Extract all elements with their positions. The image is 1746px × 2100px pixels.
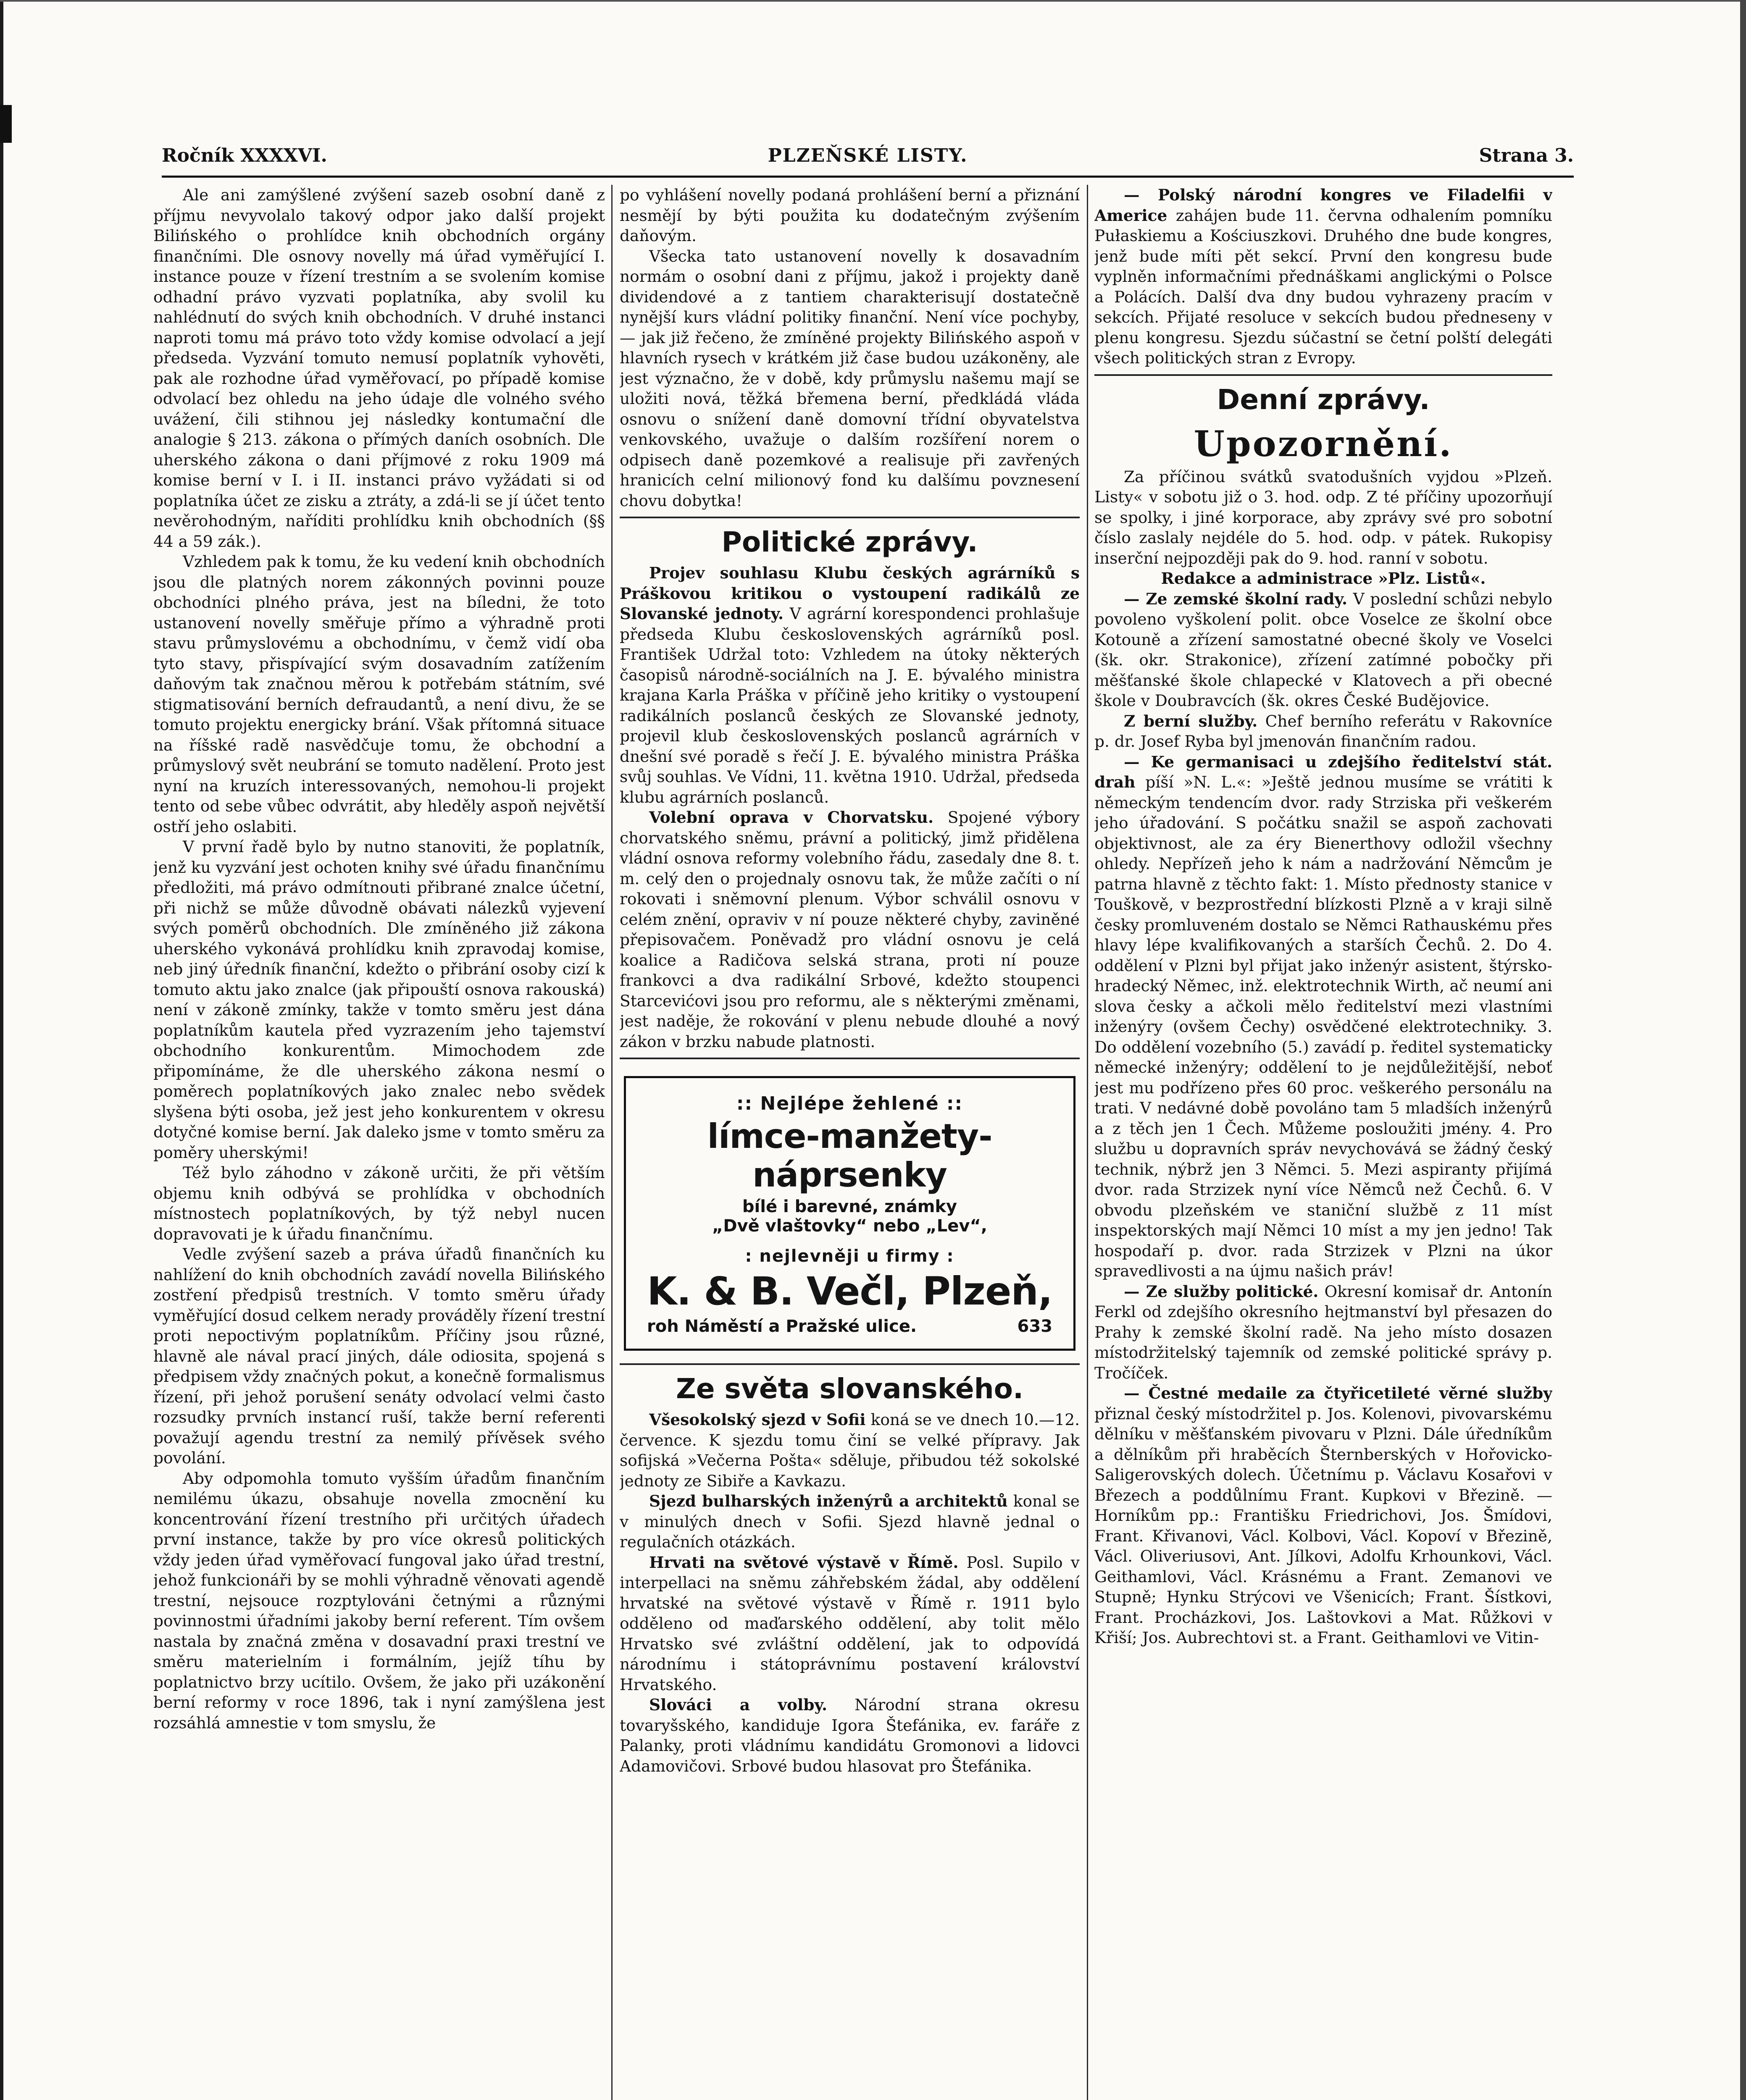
news-headline: Všesokolský sjezd v Sofii xyxy=(649,1410,866,1429)
section-title-political: Politické zprávy. xyxy=(721,526,978,558)
article-paragraph: Za příčinou svátků svatodušních vyjdou »Plzeň. Listy« v sobotu již o 3. hod. odp. Z té příčiny upozorňují se spolky, i jiné korporace, aby zprávy své pro sobotní číslo zaslaly nejdéle do 5. hod. odp. v pátek. Rukopisy inserční nejpozději pak do 9. hod. ranní v sobotu. xyxy=(1094,467,1552,567)
ad-address: roh Náměstí a Pražské ulice. xyxy=(647,1317,917,1336)
news-item xyxy=(1094,711,1552,752)
column-2 xyxy=(620,185,1080,2100)
news-headline: — Polský národní kongres ve Filadelfii v Americe xyxy=(1094,186,1552,225)
article-paragraph: Aby odpomohla tomuto vyšším úřadům finančním nemilému úkazu, obsahuje novella zmocnění ku koncentrování řízení trestního při určitých úřadech první instance, takže by pro více okresů politických vždy jeden úřad vyměřovací fungoval jako úřad trestní, jehož funkcionáři by se mohli výhradně věnovati agendě trestní, nejsouce rozptylováni četnými a různými povinnostmi úřadními jakoby berní referent. Tím ovšem nastala by značná změna v dosavadní praxi trestní ve směru materielním i formálním, jejíž tíhu by poplatnictvo brzy ucítilo. Ovšem, že jako při uzákonění berní reformy v roce 1896, tak i nyní zamýšlena jest rozsáhlá amnestie v tom smyslu, že xyxy=(153,1469,605,1732)
news-body: V poslední schůzi nebylo povoleno vyškolení polit. obce Voselce ze školní obce Kotouně a zřízení samostatné obecné školy ve Voselci (šk. okr. Strakonice), zřízení zatímné pobočky při měšťanské škole chlapecké v Klatovech a při obecné škole v Doubravcích (šk. okres České Budějovice. xyxy=(1094,589,1552,710)
advertisement-box xyxy=(624,1076,1075,1351)
volume-label: Ročník XXXXVI. xyxy=(162,145,327,166)
notice-title: Upozornění. xyxy=(1194,423,1453,465)
ad-address-row xyxy=(639,1317,1061,1336)
page-border-top xyxy=(0,0,1746,2)
news-headline: — Čestné medaile za čtyřicetileté věrné služby xyxy=(1124,1384,1552,1402)
news-headline: Sjezd bulharských inženýrů a architektů xyxy=(649,1492,1008,1511)
section-rule xyxy=(620,1058,1080,1059)
news-item xyxy=(1094,1281,1552,1383)
news-body: Okresní komisař dr. Antonín Ferkl od zdejšího okresního hejtmanství byl přesazen do Prahy k zemské školní radě. Na jeho místo dosazen místodržitelský tajemník od zemské politické správy p. Tročíček. xyxy=(1094,1282,1552,1382)
column-divider-2 xyxy=(1087,185,1088,2100)
page-number: Strana 3. xyxy=(1479,145,1574,166)
news-body: V agrární korespondenci prohlašuje předseda Klubu československých agrárníků posl. František Udržal toto: Vzhledem na útoky některých časopisů národně-sociálních na J. E. bývalého ministra krajana Karla Práška v příčině jeho kritiky o vystoupení radikálních poslanců českých ze Slovanské jednoty, projevil klub československých poslanců agrárních v dnešní své poradě s řečí J. E. bývalého ministra Práška svůj souhlas. Ve Vídni, 11. května 1910. Udržal, předseda klubu agrárních poslanců. xyxy=(620,604,1080,806)
ad-line: :: Nejlépe žehlené :: xyxy=(736,1093,963,1114)
news-item xyxy=(620,563,1080,807)
news-item xyxy=(620,1491,1080,1552)
news-body: zahájen bude 11. června odhalením pomníku Pułaskiemu a Kościuszkovi. Druhého dne bude kongres, jenž bude míti pět sekcí. První den kongresu bude vyplněn informačními přednáškami anglickými o Polsce a Polácích. Další dva dny budou vyhrazeny pracím v sekcích. Přijaté resoluce v sekcích budou předneseny v plenu kongresu. Sjezdu súčastní se četní polští delegáti všech politických stran z Evropy. xyxy=(1094,206,1552,367)
column-1 xyxy=(153,185,605,2100)
news-headline: Hrvati na světové výstavě v Římě. xyxy=(649,1553,959,1572)
article-paragraph: Vzhledem pak k tomu, že ku vedení knih obchodních jsou dle platných norem zákonných povinni pouze obchodníci plného práva, jest na bíledni, že toto ustanovení novelly směřuje přímo a výhradně proti stavu průmyslovému a obchodnímu, v čemž vidí oba tyto stavy, přispívající svým dosavadním zatížením daňovým tak značnou měrou k potřebám státním, své stigmatisování berních defraudantů, a není divu, že se tomuto projektu energicky brání. Však přítomná situace na říšské radě nasvědčuje tomu, že obchodní a průmyslový svět neubrání se tomuto nadělení. Proto jest nyní na kruzích interessovaných, nemohou-li projekt tento od sebe vůbec odvrátit, aby hleděly aspoň největší ostří jeho oslabiti. xyxy=(153,552,605,836)
ad-headline: límce-manžety-náprsenky xyxy=(707,1116,992,1194)
news-headline: Z berní služby. xyxy=(1124,711,1258,730)
news-headline: — Ze zemské školní rady. xyxy=(1124,589,1348,608)
article-paragraph: Též bylo záhodno v zákoně určiti, že při větším objemu knih odbývá se prohlídka v obchodních místnostech poplatníkových, by týž nebyl nucen dopravovati je k úřadu finančnímu. xyxy=(153,1163,605,1243)
ad-line: „Dvě vlaštovky“ nebo „Lev“, xyxy=(712,1216,987,1236)
page-border-left xyxy=(0,0,3,2100)
section-title-daily: Denní zprávy. xyxy=(1217,383,1430,416)
binding-mark xyxy=(0,105,12,143)
news-item xyxy=(620,1695,1080,1776)
editorial-signature: Redakce a administrace »Plz. Listů«. xyxy=(1161,569,1486,588)
ad-line: : nejlevněji u firmy : xyxy=(745,1246,955,1266)
ad-line: bílé i barevné, známky xyxy=(742,1197,957,1216)
news-headline: Slováci a volby. xyxy=(649,1696,828,1714)
article-paragraph: Ale ani zamýšlené zvýšení sazeb osobní daně z příjmu nevyvolalo takový odpor jako další projekt Bilińského o prohlídce knih obchodních orgány finančními. Dle osnovy novelly má úřad vyměřující I. instance pouze v řízení trestním a se svolením komise odhadní právo vyzvati poplatníka, aby svolil ku nahlédnutí do svých knih obchodních. V druhé instanci naproti tomu má právo toto vždy komise odvolací a její předseda. Vyzvání tomuto nemusí poplatník vyhověti, pak ale rozhodne úřad vyměřovací, po případě komise odvolací bez ohledu na jeho údaje dle volného svého uvážení, čili stihnou jej následky kontumační dle analogie § 213. zákona o přímých daních osobních. Dle uherského zákona o dani příjmové z roku 1909 má komise berní v I. i II. instanci právo vyžádati si od poplatníka účet ze zisku a ztráty, a zdá-li se jí účet tento nevěrohodným, naříditi prohlídku knih obchodních (§§ 44 a 59 zák.). xyxy=(153,186,605,551)
news-item xyxy=(620,1410,1080,1491)
section-rule xyxy=(620,1363,1080,1365)
news-body: píší »N. L.«: »Ještě jednou musíme se vrátiti k německým tendencím dvor. rady Strziska při veškerém jeho úřadování. S počátku snažil se aspoň zachovati objektivnost, ale za éry Bienerthovy odložil všechny ohledy. Nepřízeň jeho k nám a nadržování Němcům je patrna hlavně z těchto fakt: 1. Místo přednosty stanice v Touškově, v bezprostřední blízkosti Plzně a v kraji silně česky promluveném dostalo se Němci Rathauskému přes hlavy lépe kvalifikovaných a starších Čechů. 2. Do 4. oddělení v Plzni byl přijat jako inženýr asistent, štýrsko-hradecký Němec, inž. elektrotechnik Wirth, ač neumí ani slova česky a ačkoli mělo ředitelství mezi vlastními inženýry (ovšem Čechy) osvědčené elektrotechniky. 3. Do oddělení vozebního (5.) zavádí p. ředitel systematicky německé inženýry; oddělení to je nejdůležitější, neboť jest mu podřízeno přes 60 proc. veškerého personálu na trati. V nedávné době povoláno tam 5 mladších inženýrů a z těch jen 1 Čech. Můžeme posloužiti jmény. 4. Pro službu u dopravních správ nevychovává se žádný český technik, nýbrž jen 3 Němci. 5. Mezi aspiranty přijímá dvor. rada Strzizek nyní více Němců než Čechů. 6. V obvodu plzeňském ve staniční službě z 11 míst inspektorských mají Němci 10 míst a my jen jedno! Tak hospodaří p. dvor. rada Strzizek v Plzni na úkor spravedlivosti a na újmu našich práv! xyxy=(1094,773,1552,1280)
ad-number: 633 xyxy=(1017,1317,1052,1336)
news-item xyxy=(620,807,1080,1052)
news-item xyxy=(1094,589,1552,711)
news-headline: — Ze služby politické. xyxy=(1124,1282,1319,1301)
news-body: Spojené výbory chorvatského sněmu, právní a politický, jimž přidělena vládní osnova reformy volebního řádu, zasedaly dne 8. t. m. celý den o projednaly osnovu tak, že může začíti o ní rokovati i sněmovní plenum. Výbor schválil osnovu v celém znění, opraviv v ní pouze některé chyby, zaviněné přepisovačem. Poněvadž pro vládní osnovu je celá koalice a Radičova selská strana, proti ní pouze frankovci a dva radikální Srbové, kdežto stoupenci Starcevićovi jsou pro reformu, ale s některými změnami, jest naděje, že rokování v plenu nebude dlouhé a nový zákon v brzku nabude platnosti. xyxy=(620,808,1080,1051)
news-body: Chef berního referátu v Rakovníce p. dr. Josef Ryba byl jmenován finančním radou. xyxy=(1094,711,1552,751)
news-headline: — Ke germanisaci u zdejšího ředitelství stát. drah xyxy=(1094,752,1552,791)
news-headline: Volební oprava v Chorvatsku. xyxy=(649,808,934,827)
article-paragraph: Všecka tato ustanovení novelly k dosavadním normám o osobní dani z příjmu, jakož i projekty daně dividendové a z tantiem charakterisují dostatečně nynější kurs vládní politiky finanční. Není více pochyby, — jak již řečeno, že zmíněné projekty Bilińského aspoň v hlavních rysech v krátkém již čase budou uzákoněny, ale jest význačno, že v době, kdy průmyslu našemu mají se uložiti nová, těžká břemena berní, předkládá vláda osnovu o snížení daně domovní třídní obyvatelstva venkovského, uvažuje o dalším rozšíření norem o odpisech daně pozemkové a realisuje při zavřených hranicích celní milionový fond ku dalšímu povznesení chovu dobytka! xyxy=(620,247,1080,510)
article-paragraph: po vyhlášení novelly podaná prohlášení berní a přiznání nesmějí by býti použita ku dodatečným zvýšením daňovým. xyxy=(620,186,1080,245)
article-paragraph: V první řadě bylo by nutno stanoviti, že poplatník, jenž ku vyzvání jest ochoten knihy své úřadu finančnímu předložiti, má právo odmítnouti přibrané znalce účetní, při nichž se může důvodně obávati nálezků vyjevení svých poměrů obchodních. Dle zmíněného již zákona uherského vykonává prohlídku knih zpravodaj komise, neb jiný úředník finanční, kdežto o přibrání osoby cizí k tomuto aktu jako znalce (jak připouští osnova rakouská) není v zákoně zmínky, takže v tomto směru jest dána poplatníkům kautela před vyzrazením jeho tajemství obchodního konkurentům. Mimochodem zde připomínáme, že dle uherského zákona nesmí o poměrech poplatníkových jako znalec nebo svědek slyšena býti osoba, jež jest jeho konkurentem v okresu dotyčné komise berní. Jak daleko jsme v tomto směru za poměry uherskými! xyxy=(153,837,605,1162)
news-body: přiznal český místodržitel p. Jos. Kolenovi, pivovarskému dělníku v měšťanském pivovaru v Plzni. Dále úředníkům a dělníkům při hraběcích Šternberských v Hořovicko-Saligerovských dolech. Účetnímu p. Václavu Kosařovi v Březech a poddůlnímu Frant. Kupkovi v Březině. — Horníkům pp.: Františku Friedrichovi, Jos. Šmídovi, Frant. Křivanovi, Václ. Kolbovi, Václ. Kopoví v Březině, Václ. Oliveriusovi, Ant. Jílkovi, Adolfu Krhounkovi, Václ. Geithamlovi, Václ. Krásnému a Frant. Zemanovi ve Stupně; Hynku Strýcovi ve Všenicích; Frant. Šístkovi, Frant. Procházkovi, Jos. Laštovkovi a Mat. Růžkovi v Křiší; Jos. Aubrechtovi st. a Frant. Geithamlovi ve Vitin- xyxy=(1094,1404,1552,1647)
news-body: koná se ve dnech 10.—12. července. K sjezdu tomu činí se velké přípravy. Jak sofijská »Večerna Pošta« sděluje, přibudou též sokolské jednoty ze Sibiře a Kavkazu. xyxy=(620,1410,1080,1490)
ad-firm-name: K. & B. Večl, Plzeň, xyxy=(647,1268,1052,1314)
news-item xyxy=(620,1552,1080,1695)
column-divider-1 xyxy=(611,185,613,2100)
news-item xyxy=(1094,752,1552,1281)
page-header xyxy=(162,145,1574,178)
news-item xyxy=(1094,185,1552,368)
section-title-slavic: Ze světa slovanského. xyxy=(676,1373,1024,1405)
news-body: Posl. Supilo v interpellaci na sněmu záhřebském žádal, aby oddělení hrvatské na světové výstavě v Římě r. 1911 bylo odděleno od maďarského oddělení, aby tolit mělo Hrvatsko své zvláštní oddělení, jak to odpovídá národnímu i státoprávnímu postavení království Hrvatského. xyxy=(620,1553,1080,1694)
section-rule xyxy=(1094,374,1552,376)
news-item xyxy=(1094,1383,1552,1648)
article-paragraph: Vedle zvýšení sazeb a práva úřadů finančních ku nahlížení do knih obchodních zavádí novella Bilińského zostření předpisů trestních. V tomto směru úřady vyměřující dosud celkem nerady prováděly řízení trestní proti nepoctivým poplatníkům. Příčiny jsou různé, hlavně ale nával prací jiných, dále odiosita, spojená s předpisem vždy značných pokut, a konečně formalismus řízení, při jehož porušení senáty odvolací velmi často rozsudky prvních instancí ruší, takže berní referenti považují agendu trestní za nemilý přívěsek svého povolání. xyxy=(153,1245,605,1467)
page-border-right xyxy=(1740,0,1746,2100)
news-body: Národní strana okresu tovaryšského, kandiduje Igora Štefánika, ev. faráře z Palanky, proti vládnímu kandidátu Gromonovi a lidovci Adamovičovi. Srbové budou hlasovat pro Štefánika. xyxy=(620,1696,1080,1775)
header-rule xyxy=(162,176,1574,178)
news-body: konal se v minulých dnech v Sofii. Sjezd hlavně jednal o regulačních otázkách. xyxy=(620,1492,1080,1551)
column-3 xyxy=(1094,185,1552,2100)
newspaper-title: PLZEŇSKÉ LISTY. xyxy=(768,145,968,166)
news-headline: Projev souhlasu Klubu českých agrárníků s Práškovou kritikou o vystoupení radikálů ze Slovanské jednoty. xyxy=(620,564,1080,623)
section-rule xyxy=(620,517,1080,518)
